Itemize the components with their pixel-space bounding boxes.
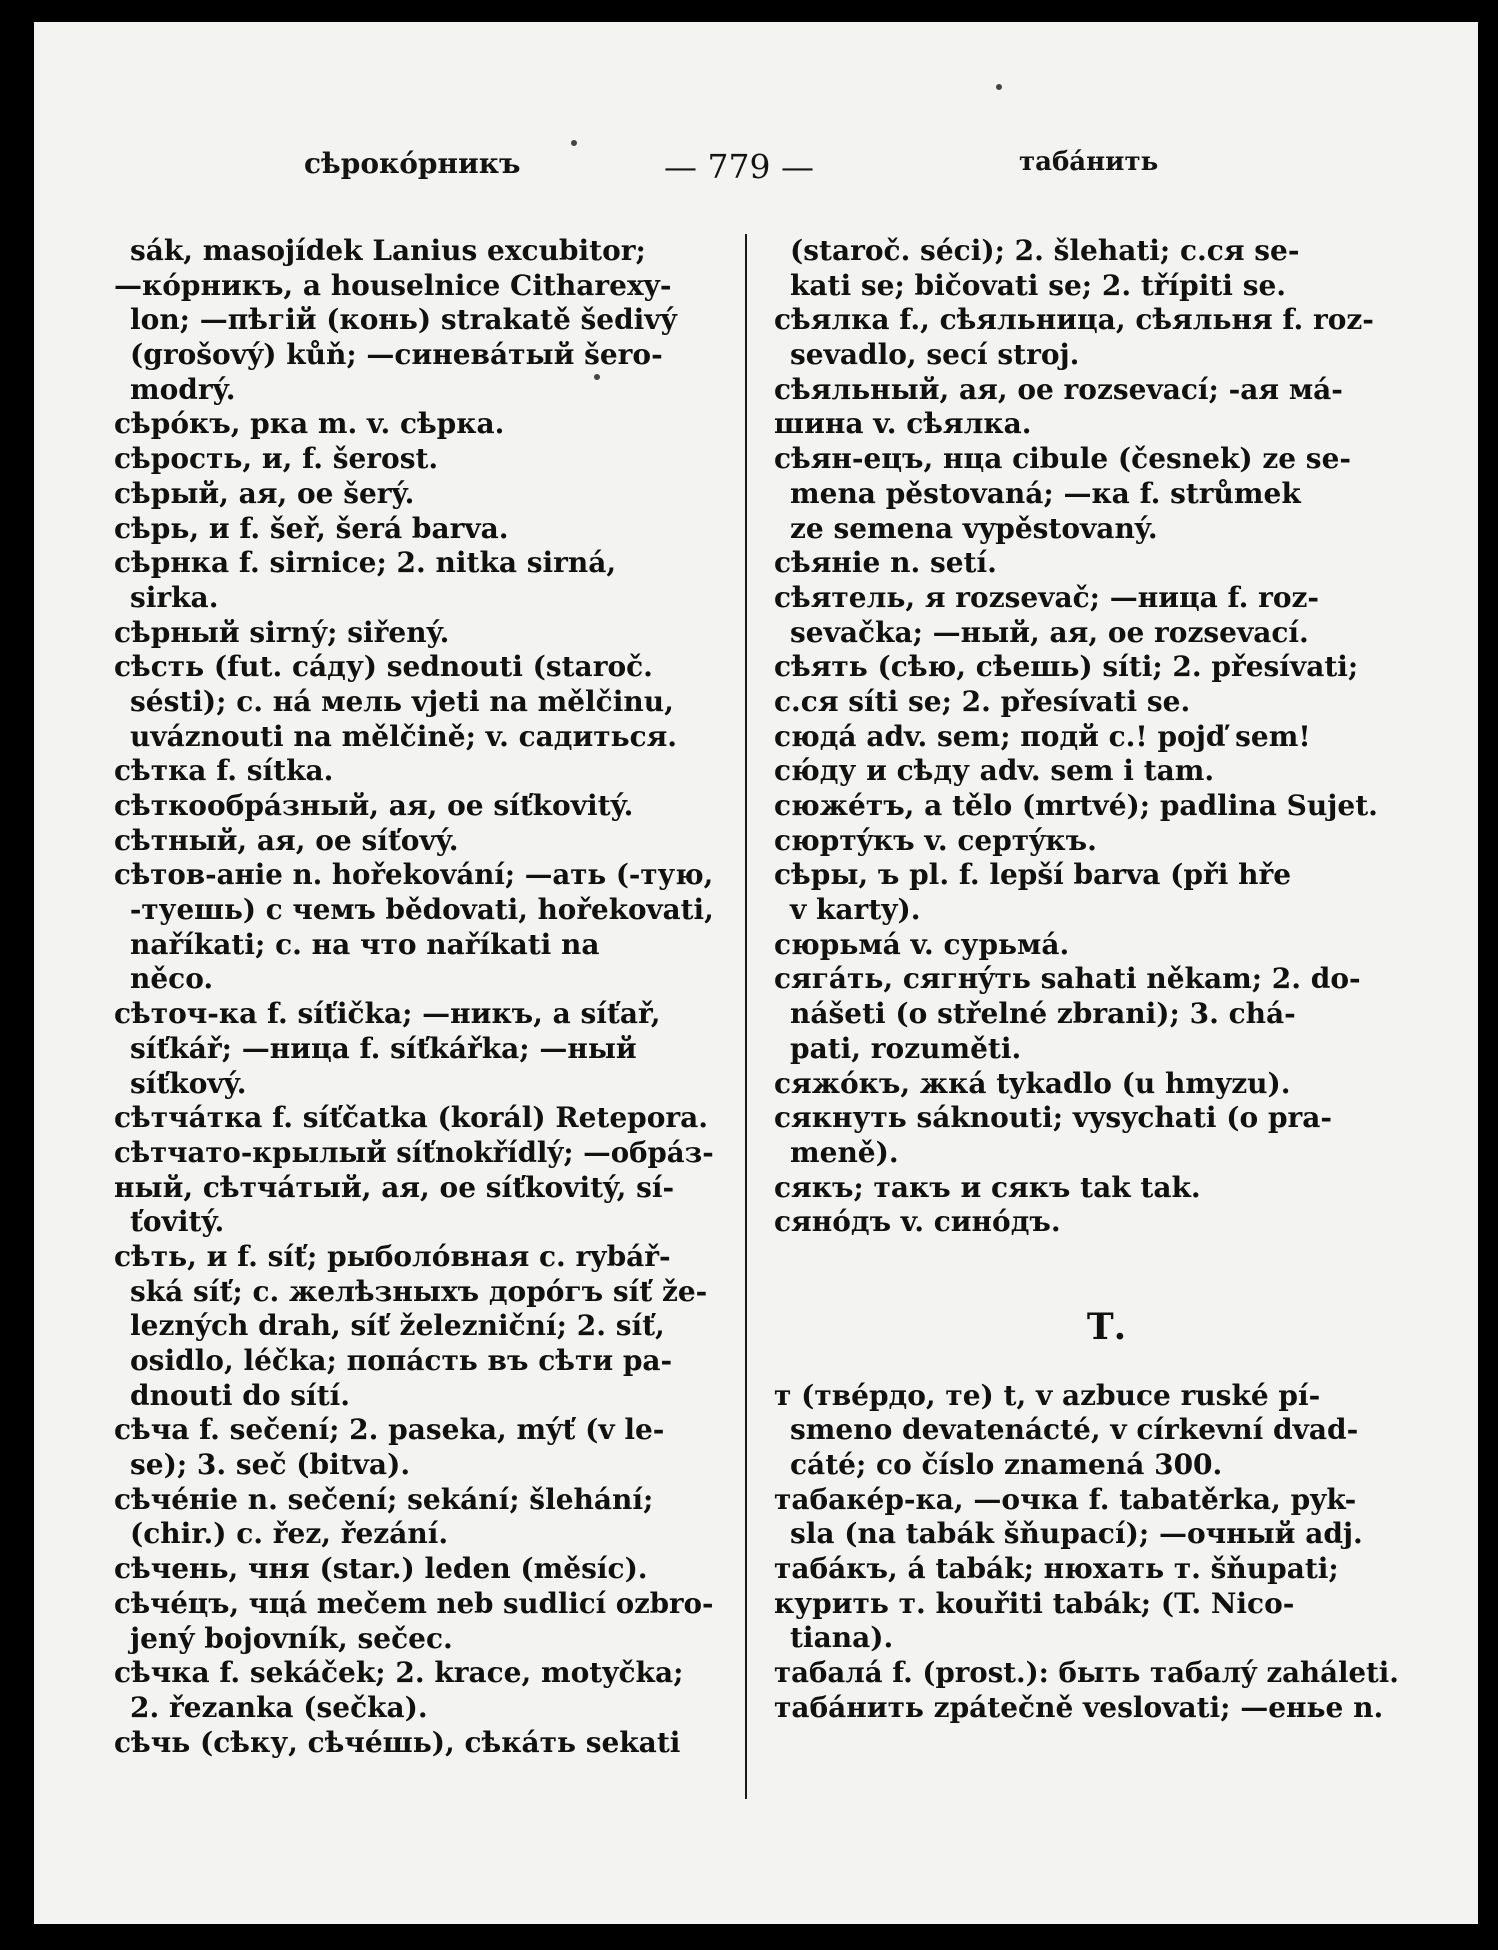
dictionary-line: se); 3. seč (bitva).	[130, 1448, 411, 1482]
dictionary-line: lezných drah, síť železniční; 2. síť,	[130, 1309, 665, 1343]
dictionary-line: 2. řezanka (sečka).	[130, 1690, 428, 1724]
dictionary-line: сѣяніе n. setí.	[774, 546, 997, 580]
dictionary-line: ze semena vypěstovaný.	[790, 511, 1158, 545]
dictionary-line: табалá f. (prost.): быть табалý zaháleti.	[774, 1656, 1399, 1690]
right-column-entries-t	[774, 1379, 1399, 1726]
running-head-right: табáнить	[1019, 147, 1159, 177]
dictionary-line: табакéр-ка, —очка f. tabatěrka, pyk-	[774, 1482, 1357, 1516]
dictionary-line: сѣть, и f. síť; рыболóвная с. rybář-	[114, 1239, 671, 1273]
dictionary-line: síťkář; —ница f. síťkářka; —ный	[130, 1031, 637, 1065]
dictionary-line: nášeti (o střelné zbrani); 3. chá-	[790, 997, 1296, 1031]
dictionary-line: sésti); с. нá мель vjeti na mělčinu,	[130, 684, 674, 718]
dictionary-line: табáкъ, á tabák; нюхать т. šňupati;	[774, 1552, 1339, 1586]
left-column	[114, 234, 714, 1760]
dictionary-line: ská síť; с. желѣзныхъ дорóгъ síť že-	[130, 1274, 708, 1308]
dictionary-line: сѣять (сѣю, сѣешь) síti; 2. přesívati;	[774, 650, 1359, 684]
dictionary-line: síťkový.	[130, 1066, 247, 1100]
dictionary-line: сѣточ-ка f. síťička; —никъ, a síťař,	[114, 997, 661, 1031]
dictionary-line: сѣткообрáзный, ая, ое síťkovitý.	[114, 789, 634, 822]
dictionary-line: -туешь) с чемъ bědovati, hořekovati,	[129, 893, 714, 927]
dictionary-line: сѣры, ъ pl. f. lepší barva (při hře	[774, 858, 1292, 892]
dictionary-line: (chir.) с. řez, řezání.	[130, 1517, 449, 1551]
dictionary-line: курить т. kouřiti tabák; (T. Nico-	[774, 1586, 1295, 1620]
dictionary-line: сѣялка f., сѣяльница, сѣяльня f. roz-	[774, 303, 1374, 337]
dictionary-line: сѣрный sirný; siřený.	[114, 615, 450, 649]
dictionary-line: sák, masojídek Lanius excubitor;	[130, 234, 646, 267]
dictionary-line: сюрьмá v. сурьмá.	[774, 927, 1070, 961]
dictionary-line: sla (na tabák šňupací); —очный adj.	[790, 1517, 1363, 1551]
dictionary-line: sirka.	[130, 580, 219, 614]
dictionary-line: сѣчь (сѣку, сѣчéшь), сѣкáть sekati	[114, 1725, 681, 1759]
dictionary-line: сюртýкъ v. сертýкъ.	[774, 823, 1097, 857]
dictionary-line: сѣчéцъ, чцá mečem neb sudlicí ozbro-	[114, 1586, 714, 1620]
dictionary-line: (staroč. séci); 2. šlehati; с.ся se-	[790, 234, 1300, 267]
page-header	[34, 147, 1478, 187]
dictionary-line: сѣяльный, ая, ое rozsevací; -ая мá-	[774, 372, 1343, 406]
dictionary-line: сѣтов-аніе n. hořekování; —ать (-тую,	[114, 858, 714, 892]
dictionary-line: т (твéрдо, те) t, v azbuce ruské pí-	[774, 1378, 1321, 1412]
dictionary-line: —кóрникъ, a houselnice Citharexy-	[114, 268, 672, 302]
dictionary-line: сѣрый, ая, ое šerý.	[114, 476, 415, 510]
dictionary-line: modrý.	[130, 372, 236, 406]
section-heading: Т.	[1086, 1305, 1127, 1348]
dictionary-line: сякнуть sáknouti; vysychati (o pra-	[774, 1101, 1333, 1135]
dictionary-line: cáté; co číslo znamená 300.	[790, 1448, 1223, 1481]
dictionary-line: табáнить zpátečně veslovati; —енье n.	[774, 1690, 1384, 1724]
dictionary-line: smeno devatenácté, v církevní dvad-	[790, 1413, 1359, 1447]
dictionary-line: osidlo, léčka; попáсть въ сѣти pa-	[130, 1344, 673, 1377]
dictionary-line: dnouti do sítí.	[130, 1378, 351, 1412]
dictionary-line: meně).	[790, 1135, 899, 1169]
running-head-left: сѣрокóрникъ	[304, 147, 521, 180]
dictionary-line: ťovitý.	[130, 1205, 225, 1239]
spacer	[774, 1240, 1399, 1275]
dictionary-line: kati se; bičovati se; 2. třípiti se.	[790, 268, 1287, 302]
dictionary-line: сѣчка f. sekáček; 2. krace, motyčka;	[114, 1656, 684, 1690]
dictionary-line: сѣсть (fut. сáду) sednouti (staroč.	[114, 650, 653, 684]
dictionary-line: v karty).	[790, 893, 921, 927]
dictionary-line: сѣчéніе n. sečení; sekání; šlehání;	[114, 1482, 654, 1516]
dictionary-line: сѣян-ецъ, нца cibule (česnek) ze se-	[774, 442, 1352, 476]
dictionary-line: сѣрость, и, f. šerost.	[114, 442, 439, 476]
dictionary-line: сѣрь, и f. šeř, šerá barva.	[114, 511, 509, 545]
dictionary-line: сѣча f. sečení; 2. paseka, mýť (v le-	[114, 1413, 665, 1447]
dictionary-line: сякъ; такъ и сякъ tak tak.	[774, 1170, 1201, 1204]
ink-speck	[571, 140, 577, 146]
dictionary-line: сѣчень, чня (star.) leden (měsíc).	[114, 1552, 648, 1586]
dictionary-line: сяжóкъ, жкá tykadlo (u hmyzu).	[774, 1066, 1291, 1100]
dictionary-line: сюдá adv. sem; подй с.! pojď sem!	[774, 719, 1311, 753]
dictionary-line: tiana).	[790, 1621, 894, 1655]
dictionary-line: naříkati; с. на что naříkati na	[130, 927, 600, 961]
dictionary-line: сѣтный, ая, ое síťový.	[114, 823, 459, 857]
dictionary-line: lon; —пѣгій (конь) strakatě šedivý	[130, 303, 677, 337]
dictionary-line: сѣятель, я rozsevač; —ница f. roz-	[774, 580, 1320, 614]
dictionary-line: uváznouti na mělčině; v. садиться.	[130, 719, 678, 753]
page-number: — 779 —	[664, 147, 814, 186]
dictionary-line: сѣтка f. sítka.	[114, 754, 334, 788]
ink-speck	[594, 374, 600, 380]
dictionary-line: сю́ду и сѣду adv. sem i tam.	[774, 754, 1215, 788]
column-divider	[745, 234, 747, 1799]
dictionary-line: сягáть, сягнýть sahati někam; 2. do-	[774, 962, 1361, 996]
dictionary-line: jený bojovník, sečec.	[130, 1621, 453, 1655]
dictionary-line: с.ся síti se; 2. přesívati se.	[774, 684, 1191, 718]
dictionary-line: mena pěstovaná; —ка f. strůmek	[790, 476, 1301, 510]
dictionary-line: сѣтчато-крылый síťnokřídlý; —обрáз-	[114, 1135, 714, 1169]
dictionary-line: sevačka; —ный, ая, ое rozsevací.	[790, 615, 1309, 649]
dictionary-line: něco.	[130, 962, 214, 996]
dictionary-line: сѣрóкъ, рка m. v. сѣрка.	[114, 407, 505, 441]
dictionary-line: sevadlo, secí stroj.	[790, 338, 1080, 372]
dictionary-page	[34, 22, 1478, 1924]
dictionary-line: сюжéтъ, a tělo (mrtvé); padlina Sujet.	[774, 789, 1378, 822]
ink-speck	[996, 84, 1002, 90]
dictionary-line: pati, rozuměti.	[790, 1031, 1022, 1065]
dictionary-line: сѣрнка f. sirnice; 2. nitka sirná,	[114, 546, 617, 580]
right-column-entries	[774, 234, 1399, 1240]
right-column	[774, 234, 1399, 1726]
dictionary-line: сянóдъ v. синóдъ.	[774, 1205, 1061, 1239]
dictionary-line: ный, сѣтчáтый, ая, ое síťkovitý, sí-	[114, 1170, 675, 1204]
dictionary-line: шина v. сѣялка.	[774, 407, 1032, 441]
dictionary-line: (grošový) kůň; —синевáтый šero-	[130, 338, 663, 372]
dictionary-line: сѣтчáтка f. síťčatka (korál) Retepora.	[114, 1101, 709, 1135]
